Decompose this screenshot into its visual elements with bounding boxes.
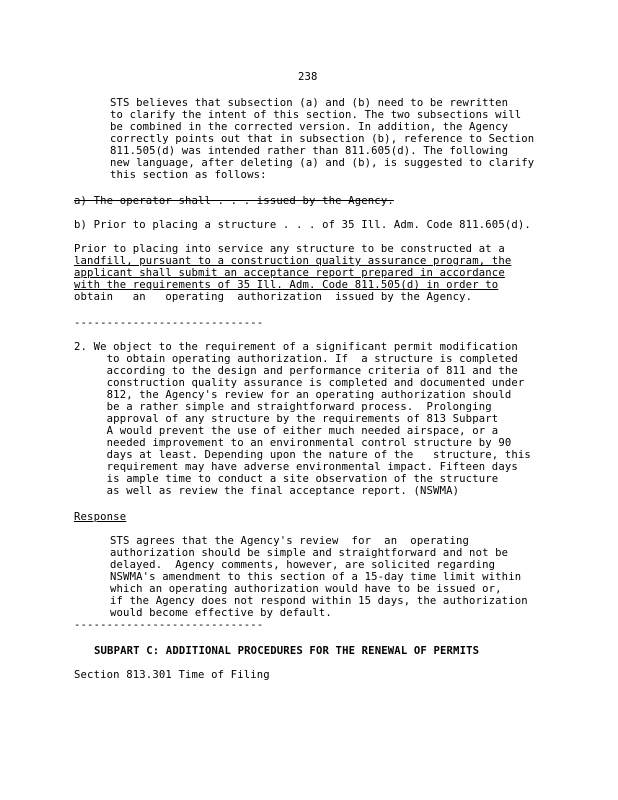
comment-line: needed improvement to an environmental control structure by 90 [74,437,512,449]
intro-line: to clarify the intent of this section. The two subsections will [110,109,522,121]
intro-line: be combined in the corrected version. In addition, the Agency [110,121,509,133]
proposed-line: with the requirements of 35 Ill. Adm. Code 811.505(d) in order to [74,279,499,291]
intro-line: 811.505(d) was intended rather than 811.605(d). The following [110,145,509,157]
comment-line: days at least. Depending upon the nature of the structure, this [74,449,531,461]
comment-line: A would prevent the use of either much needed airspace, or a [74,425,499,437]
comment-line: as well as review the final acceptance report. (NSWMA) [74,485,460,497]
comment-line: to obtain operating authorization. If a structure is completed [74,353,518,365]
response-line: delayed. Agency comments, however, are solicited regarding [110,559,496,571]
response-line: NSWMA's amendment to this section of a 15-day time limit within [110,571,522,583]
separator: ----------------------------- [74,317,264,329]
intro-line: STS believes that subsection (a) and (b) need to be rewritten [110,97,509,109]
proposed-line: obtain an operating authorization issued by the Agency. [74,291,473,303]
intro-line: new language, after deleting (a) and (b), is suggested to clarify [110,157,535,169]
struck-subsection-a: a) The operator shall . . . issued by the Agency. [74,195,394,207]
proposed-line: Prior to placing into service any structure to be constructed at a [74,243,505,255]
intro-line: correctly points out that in subsection (b), reference to Section [110,133,535,145]
response-line: STS agrees that the Agency's review for an operating [110,535,470,547]
response-line: would become effective by default. [110,607,332,619]
subsection-b: b) Prior to placing a structure . . . of 35 Ill. Adm. Code 811.605(d). [74,219,531,231]
page-number: 238 [298,71,318,83]
response-line: if the Agency does not respond within 15 days, the authorization [110,595,528,607]
comment-line: requirement may have adverse environmental impact. Fifteen days [74,461,518,473]
intro-line: this section as follows: [110,169,267,181]
comment-line: 812, the Agency's review for an operating authorization should [74,389,512,401]
section-heading: Section 813.301 Time of Filing [74,669,270,681]
proposed-line: applicant shall submit an acceptance report prepared in accordance [74,267,505,279]
comment-line: according to the design and performance criteria of 811 and the [74,365,518,377]
response-line: which an operating authorization would have to be issued or, [110,583,502,595]
response-line: authorization should be simple and straightforward and not be [110,547,509,559]
proposed-line: landfill, pursuant to a construction quality assurance program, the [74,255,512,267]
comment-line: approval of any structure by the requirements of 813 Subpart [74,413,499,425]
separator: ----------------------------- [74,619,264,631]
subpart-heading: SUBPART C: ADDITIONAL PROCEDURES FOR THE RENEWAL OF PERMITS [94,645,480,657]
comment-line: 2. We object to the requirement of a significant permit modification [74,341,518,353]
response-heading: Response [74,511,127,523]
comment-line: construction quality assurance is completed and documented under [74,377,525,389]
comment-line: is ample time to conduct a site observation of the structure [74,473,499,485]
comment-line: be a rather simple and straightforward process. Prolonging [74,401,492,413]
